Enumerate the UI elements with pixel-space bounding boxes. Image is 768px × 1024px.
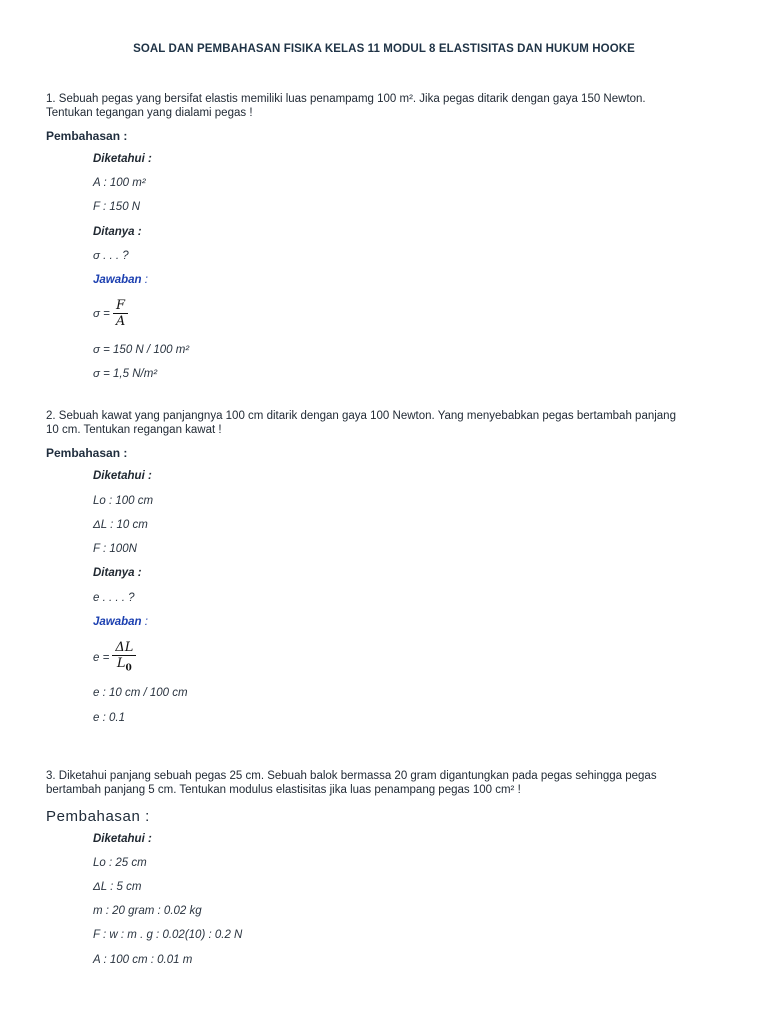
question-2-line-1: 2. Sebuah kawat yang panjangnya 100 cm ditarik dengan gaya 100 Newton. Yang menyebabkan pegas bertambah panjang — [46, 410, 676, 422]
question-2-denominator-subscript: 0 — [125, 663, 132, 674]
question-3-given-1: Lo : 25 cm — [93, 857, 147, 869]
question-3-given-3: m : 20 gram : 0.02 kg — [93, 905, 202, 917]
question-3-pembahasan-heading: Pembahasan : — [46, 808, 150, 825]
question-2-jawaban-colon: : — [141, 616, 148, 628]
question-1-asked: σ . . . ? — [93, 250, 129, 262]
question-1-line-1: 1. Sebuah pegas yang bersifat elastis memiliki luas penampamg 100 m². Jika pegas ditarik dengan gaya 150 Newton. — [46, 93, 646, 105]
question-1-pembahasan-heading: Pembahasan : — [46, 129, 128, 143]
question-3-given-2: ΔL : 5 cm — [93, 881, 142, 893]
question-2-text — [46, 409, 736, 437]
question-2-formula-lhs: e = — [93, 652, 110, 665]
question-1-formula-lhs: σ = — [93, 307, 110, 320]
question-1-fraction-numerator: F — [116, 298, 126, 313]
question-2-pembahasan-heading: Pembahasan : — [46, 446, 128, 460]
question-1-formula — [93, 298, 128, 329]
question-3-given-5: A : 100 cm : 0.01 m — [93, 954, 193, 966]
question-1-given-1: A : 100 m² — [93, 177, 146, 189]
question-1-given-2: F : 150 N — [93, 201, 141, 213]
question-3-line-2: bertambah panjang 5 cm. Tentukan modulus elastisitas jika luas penampang pegas 100 cm² ! — [46, 784, 521, 796]
question-2-fraction — [112, 640, 136, 677]
question-2-denominator-base: L — [116, 656, 126, 671]
question-2-given-2: ΔL : 10 cm — [93, 519, 148, 531]
question-2-asked: e . . . . ? — [93, 592, 135, 604]
question-2-formula — [93, 640, 136, 677]
question-2-fraction-denominator — [114, 656, 135, 677]
question-2-given-1: Lo : 100 cm — [93, 495, 154, 507]
question-1-ditanya-label: Ditanya : — [93, 226, 142, 238]
question-1-fraction — [113, 298, 128, 329]
question-3-line-1: 3. Diketahui panjang sebuah pegas 25 cm. Sebuah balok bermassa 20 gram digantungkan pada pegas sehingga pegas — [46, 770, 657, 782]
question-1-step-1: σ = 150 N / 100 m² — [93, 344, 190, 356]
question-2-jawaban-label — [93, 616, 148, 628]
question-1-jawaban-colon: : — [141, 274, 148, 286]
question-3-given-4: F : w : m . g : 0.02(10) : 0.2 N — [93, 929, 243, 941]
question-1-line-2: Tentukan tegangan yang dialami pegas ! — [46, 107, 253, 119]
question-3-text — [46, 769, 736, 797]
question-2-step-2: e : 0.1 — [93, 712, 125, 724]
question-2-line-2: 10 cm. Tentukan regangan kawat ! — [46, 424, 222, 436]
question-1-diketahui-label: Diketahui : — [93, 153, 152, 165]
question-1-step-2: σ = 1,5 N/m² — [93, 368, 158, 380]
question-1-jawaban-text: Jawaban — [93, 274, 142, 286]
document-title: SOAL DAN PEMBAHASAN FISIKA KELAS 11 MODUL 8 ELASTISITAS DAN HUKUM HOOKE — [133, 43, 635, 55]
question-1-jawaban-label — [93, 274, 148, 286]
question-2-diketahui-label: Diketahui : — [93, 470, 152, 482]
question-2-jawaban-text: Jawaban — [93, 616, 142, 628]
question-2-fraction-numerator: ΔL — [115, 640, 134, 655]
question-2-ditanya-label: Ditanya : — [93, 567, 142, 579]
question-2-step-1: e : 10 cm / 100 cm — [93, 687, 188, 699]
question-1-fraction-denominator: A — [115, 314, 126, 329]
question-2-given-3: F : 100N — [93, 543, 137, 555]
question-1-text — [46, 92, 736, 120]
question-3-diketahui-label: Diketahui : — [93, 833, 152, 845]
